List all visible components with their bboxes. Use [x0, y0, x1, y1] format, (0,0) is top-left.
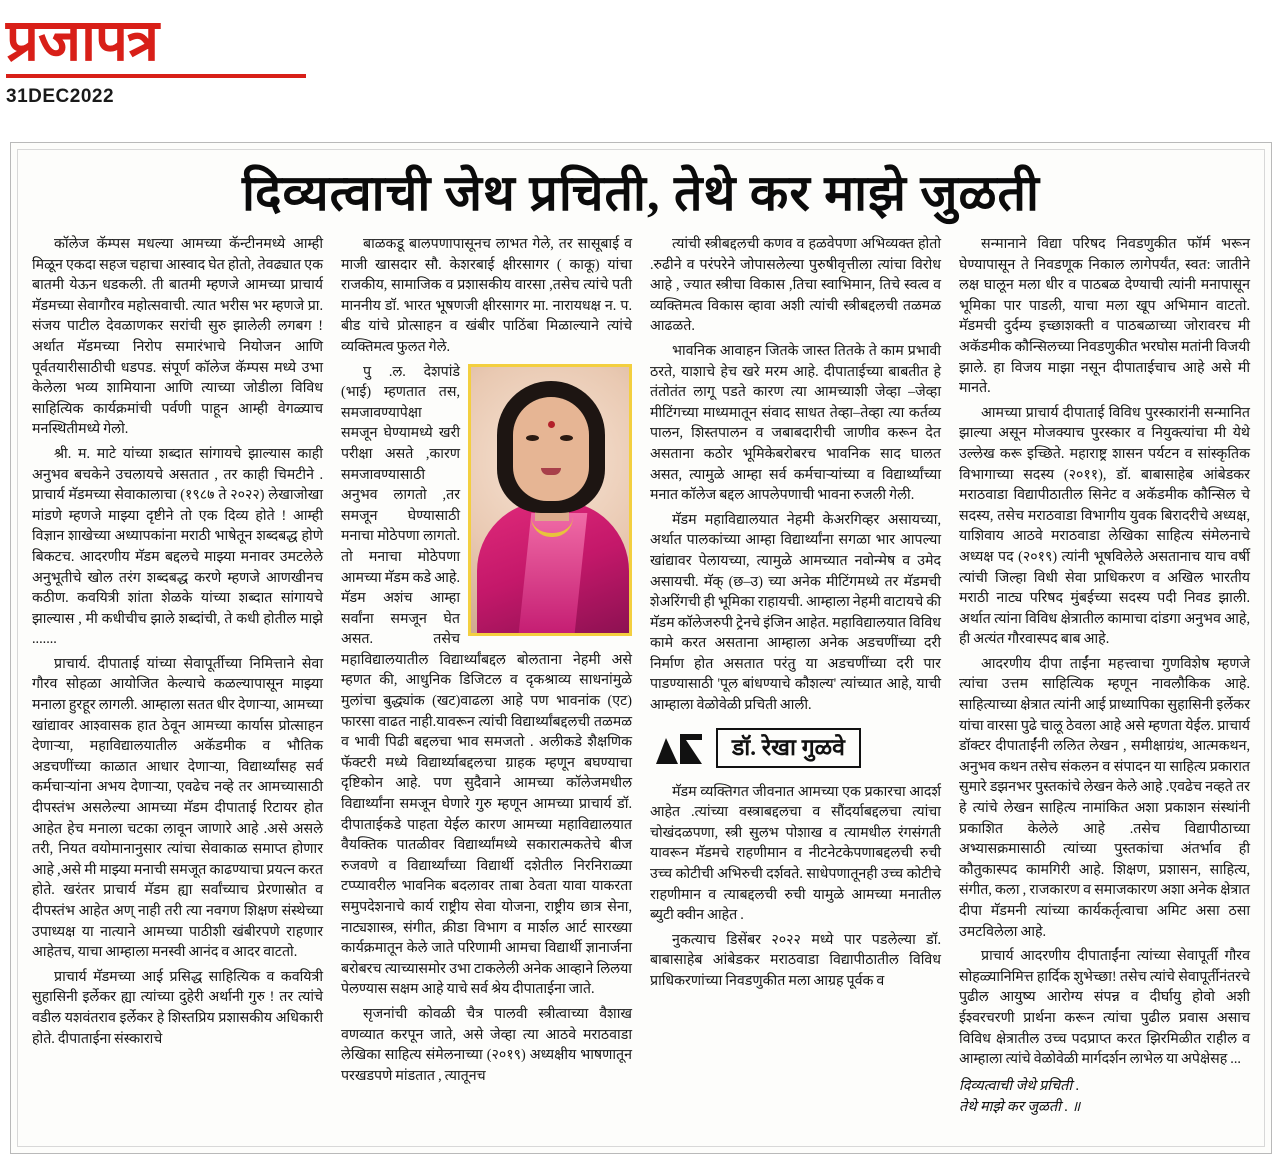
masthead — [6, 10, 336, 108]
author-byline-block — [650, 722, 941, 774]
portrait-mouth — [541, 468, 561, 475]
article-column-2 — [341, 234, 632, 1090]
closing-couplet — [959, 1076, 1250, 1118]
closing-line: दिव्यत्वाची जेथे प्रचिती . — [959, 1077, 1080, 1094]
article-column-4 — [959, 234, 1250, 1118]
author-portrait-photo — [468, 364, 632, 636]
paragraph: प्राचार्य. दीपाताई यांच्या सेवापूर्तीच्या निमित्ताने सेवा गौरव सोहळा आयोजित केल्याचे कळल्यापासून माझ्या मनाला हुरहूर लागली. आम्हाला सतत धीर देणाऱ्या, आमच्या खांद्यावर आश्वासक हात ठेवून आमच्या कार्यास प्रोत्साहन देणाऱ्या, महाविद्यालयातील अकॅडमीक व भौतिक अडचणींच्या काळात आधार देणाऱ्या, विद्यार्थ्यांसह सर्व कर्मचाऱ्यांना अभय देणाऱ्या, एवढेच नव्हे तर आमच्यासाठी दीपस्तंभ असलेल्या आमच्या मॅडम दीपाताई रिटायर होत आहेत हेच मनाला चटका लावून जाणारे आहे .असे असले तरी, नियत वयोमानानुसार त्यांचा सेवाकाळ समाप्त होणार आहे ,असे मी माझ्या मनाची समजूत काढण्याचा प्रयत्न करत होते. खरंतर प्राचार्य मॅडम ह्या सर्वांच्याच प्रेरणास्रोत व दीपस्तंभ आहेत अण् नाही तरी त्या नवगण शिक्षण संस्थेच्या उपाध्यक्ष या नात्याने आमच्या पाठीशी खंबीरपणे राहणार आहेतच, याचा आम्हाला मनस्वी आनंद व आदर वाटतो. — [32, 655, 323, 961]
paragraph: मॅडम व्यक्तिगत जीवनात आमच्या एक प्रकारचा आदर्श आहेत .त्यांच्या वस्त्राबद्दलचा व सौंदर्याबद्दलचा त्यांचा चोखंदळपणा, स्त्री सुलभ पोशाख व त्यामधील रंगसंगती यावरून मॅडमचे राहणीमान व नीटनेटकेपणाबद्दलची रुची उच्च कोटीची अभिरुची दर्शवते. साधेपणातूनही उच्च कोटीचे राहणीमान व त्याबद्दलची रुची यामुळे आमच्या मनातील ब्युटी क्वीन आहेत . — [650, 783, 941, 924]
publication-date: 31DEC2022 — [6, 86, 115, 107]
article-column-1 — [32, 234, 323, 1053]
paragraph: भावनिक आवाहन जितके जास्त तितके ते काम प्रभावी ठरते, याशाचे हेच खरे मरम आहे. दीपाताईच्या बाबतीत हे तंतोतंत लागू पडते कारण त्या आमच्याशी जेव्हा –जेव्हा मीटिंगच्या माध्यमातून संवाद साधत तेव्हा–तेव्हा त्या कर्तव्य पालन, शिस्तपालन व जबाबदारीची जाणीव करून देत असताना कठोर भूमिकेबरोबरच भावनिक साद घालत असत, त्यामुळे आम्हा सर्व कर्मचाऱ्यांच्या व विद्यार्थ्यांच्या मनात कॉलेज बद्दल आपलेपणाची भावना रुजली गेली. — [650, 342, 941, 504]
paragraph: नुकत्याच डिसेंबर २०२२ मध्ये पार पडलेल्या डॉ. बाबासाहेब आंबेडकर मराठवाडा विद्यापीठातील विविध प्राधिकरणांच्या निवडणुकीत मला आग्रह पूर्वक व — [650, 931, 941, 989]
closing-line: तेथे माझे कर जुळती . ॥ — [959, 1098, 1081, 1115]
portrait-bindi — [548, 421, 555, 428]
paragraph: सन्मानाने विद्या परिषद निवडणुकीत फॉर्म भरून घेण्यापासून ते निवडणूक निकाल लागेपर्यंत, स्वत: जातीने लक्ष घालून मला धीर व पाठबळ देण्याची त्यांनी मनापासून भूमिका पार पाडली, याचा मला खूप अभिमान वाटतो. मॅडमची दुर्दम्य इच्छाशक्ती व पाठबळाच्या जोरावरच मी अकॅडमीक कौन्सिलच्या निवडणुकीत भरघोस मतांनी विजयी झाले. हा विजय माझा नसून दीपाताईचाच आहे असे मी मानते. — [959, 236, 1250, 397]
author-name: डॉ. रेखा गुळवे — [716, 728, 861, 768]
article-columns — [32, 234, 1250, 1118]
article-page — [10, 142, 1272, 1154]
paragraph: पु .ल. देशपांडे (भाई) म्हणतात तस, समजावण्यापेक्षा समजून घेण्यामध्ये खरी परीक्षा असते ,कारण समजावण्यासाठी अनुभव लागतो ,तर समजून घेण्यासाठी मनाचा मोठेपणा लागतो. तो मनाचा मोठेपणा आमच्या मॅडम कडे आहे. मॅडम अशंच आम्हा सर्वांना समजून घेत असत. तसेच महाविद्यालयातील विद्यार्थ्यांबद्दल बोलताना नेहमी असे म्हणत की, आधुनिक डिजिटल व दृकश्राव्य साधनांमुळे मुलांचा बुद्ध्यांक (खट)वाढला आहे पण भावनांक (एट) फारसा वाढत नाही.यावरून त्यांची विद्यार्थ्यांबद्दलची तळमळ व भावी पिढी बद्दलचा भाव समजतो . अलीकडे शैक्षणिक फॅक्टरी मध्ये विद्यार्थ्याबद्दलचा ग्राहक म्हणून बघण्याचा दृष्टिकोन आहे. पण सुदैवाने आमच्या कॉलेजमधील विद्यार्थ्यांना समजून घेणारे गुरु म्हणून आमच्या प्राचार्य डॉ. दीपाताईकडे पाहता येईल कारण आमच्या महाविद्यालयात वैयक्तिक पातळीवर विद्यार्थ्यांमध्ये सकारात्मकतेचे बीज रुजवणे व विद्यार्थ्यांच्या विद्यार्थी दशेतील निरनिराळ्या टप्प्यावरील भावनिक बदलावर ताबा ठेवता यावा याकरता समुपदेशनाचे कार्य राष्ट्रीय सेवा योजना, राष्ट्रीय छात्र सेना, नाट्यशास्त्र, संगीत, क्रीडा विभाग व मार्शल आर्ट सारख्या कार्यक्रमातून केले जाते परिणामी आमचा विद्यार्थी ज्ञानार्जना बरोबरच त्याच्यासमोर उभा टाकलेली अनेक आव्हाने लिलया पेलण्यास सक्षम आहे याचे सर्व श्रेय दीपाताईना जाते. — [341, 363, 632, 998]
article-headline: दिव्यत्वाची जेथ प्रचिती, तेथे कर माझे जुळती — [242, 165, 1040, 221]
paragraph: त्यांची स्त्रीबद्दलची कणव व हळवेपणा अभिव्यक्त होतो .रुढीने व परंपरेने जोपासलेल्या पुरुषीवृत्तीला त्यांचा विरोध आहे , ज्यात स्त्रीचा विकास ,तिचा स्वाभिमान, तिचे स्वत्व व व्यक्तिमत्व विकास व्हावा अशी त्यांची स्त्रीबद्दलची तळमळ आढळते. — [650, 236, 941, 335]
paragraph: मॅडम महाविद्यालयात नेहमी केअरगिव्हर असायच्या, अर्थात पालकांच्या आम्हा विद्यार्थ्यांना सगळा भार आपल्या खांद्यावर पेलायच्या, त्यामुळे आमच्यात नवोन्मेष व उमेद असायची. मॅक् (छ–उ) च्या अनेक मीटिंगमध्ये तर मॅडमची शेअरिंगची ही भूमिका राहायची. आम्हाला नेहमी वाटायचे की मॅडम कॉलेजरुपी ट्रेनचे इंजिन आहेत. महाविद्यालयात विविध कामे करत असताना आम्हाला अनेक अडचणींच्या दरी निर्माण होत असतात परंतु या अडचणींच्या दरी पार पाडण्यासाठी 'पूल बांधण्याचे कौशल्य' त्यांच्यात आहे, याची आम्हाला वेळोवेळी प्रचिती आली. — [650, 511, 941, 714]
paragraph: कॉलेज कॅम्पस मधल्या आमच्या कॅन्टीनमध्ये आम्ही मिळून एकदा सहज चहाचा आस्वाद घेत होतो, तेवढ्यात एक बातमी येऊन धडकली. ती बातमी म्हणजे आमच्या प्राचार्य मॅडमच्या सेवागौरव महोत्सवाची. त्यात भरीस भर म्हणजे प्रा. संजय पाटील देवळाणकर सरांची सुरु झालेली लगबग ! अर्थात मॅडमच्या निरोप समारंभाचे नियोजन आणि पूर्वतयारीसाठीची धडपड. संपूर्ण कॉलेज कॅम्पस मध्ये उभा केलेला भव्य शामियाना आणि त्याच्या जोडीला विविध साहित्यिक कार्यक्रमांची पर्वणी पाहून आम्ही वेगळ्याच मनस्थितीमध्ये गेलो. — [32, 236, 323, 438]
newspaper-title: प्रजापत्र — [6, 8, 159, 73]
masthead-rule — [6, 74, 306, 78]
paragraph: प्राचार्य आदरणीय दीपाताईंना त्यांच्या सेवापूर्ती गौरव सोहळ्यानिमित्त हार्दिक शुभेच्छा! तसेच त्यांचे सेवापूर्तीनंतरचे पुढील आयुष्य आरोग्य संपन्न व दीर्घायु होवो अशी ईश्वरचरणी प्रार्थना करून त्यांचा पुढील प्रवास असाच विविध क्षेत्रातील उच्च पदप्राप्त करत झिरमिळीत राहील व आम्हाला त्यांचे वेळोवेळी मार्गदर्शन लाभेल या अपेक्षेसह ... — [959, 948, 1250, 1068]
paragraph: आदरणीय दीपा ताईंना महत्त्वाचा गुणविशेष म्हणजे त्यांचा उत्तम साहित्यिक म्हणून नावलौकिक आहे. साहित्याच्या क्षेत्रात त्यांनी आई प्राध्यापिका सुहासिनी इर्लेकर यांचा वारसा पुढे चालू ठेवला आहे असे म्हणता येईल. प्राचार्य डॉक्टर दीपाताईंनी ललित लेखन , समीक्षाग्रंथ, आत्मकथन, अनुभव कथन तसेच संकलन व संपादन या साहित्य प्रकारात सुमारे डझनभर पुस्तकांचे लेखन केले आहे .एवढेच नव्हते तर हे त्यांचे लेखन साहित्य नामांकित अशा प्रकाशन संस्थांनी प्रकाशित केलेले आहे .तसेच विद्यापीठाच्या अभ्यासक्रमासाठी त्यांच्या पुस्तकांचा अंतर्भाव ही कौतुकास्पद कामगिरी आहे. शिक्षण, प्रशासन, साहित्य, संगीत, कला , राजकारण व समाजकारण अशा अनेक क्षेत्रात दीपा मॅडमनी त्यांच्या कार्यकर्तृत्वाचा अमिट असा ठसा उमटविलेला आहे. — [959, 655, 1250, 940]
paragraph: बाळकडू बालपणापासूनच लाभत गेले, तर सासूबाई व माजी खासदार सौ. केशरबाई क्षीरसागर ( काकू) यांचा राजकीय, सामाजिक व प्रशासकीय वारसा ,तसेच त्यांचे पती माननीय डॉ. भारत भूषणजी क्षीरसागर मा. नारायधक्ष न. प. बीड यांचे प्रोत्साहन व खंबीर पाठिंबा मिळाल्याने त्यांचे व्यक्तिमत्व फुलत गेले. — [341, 236, 632, 355]
portrait-right-eye — [560, 435, 573, 441]
article-column-3 — [650, 234, 941, 996]
paragraph: श्री. म. माटे यांच्या शब्दात सांगायचे झाल्यास काही अनुभव बचकेने उचलायचे असतात , तर काही चिमटीने . प्राचार्य मॅडमच्या सेवाकालाचा (१९८७ ते २०२२) लेखाजोखा मांडणे म्हणजे माझ्या दृष्टीने तो एक दिव्य होते ! आम्ही विज्ञान शाखेच्या अध्यापकांना मराठी भाषेतून शब्दबद्ध होणे बिकटच. आदरणीय मॅडम बद्दलचे माझ्या मनावर उमटलेले अनुभूतीचे खोल तरंग शब्दबद्ध करणे म्हणजे आणखीनच कठीण. कवयित्री शांता शेळके यांच्या शब्दात सांगायचे झाल्यास , मी कधीचीच झाले शब्दांची, ते कधी होतील माझे ....... — [32, 445, 323, 648]
paragraph: प्राचार्य मॅडमच्या आई प्रसिद्ध साहित्यिक व कवयित्री सुहासिनी इर्लेकर ह्या त्यांच्या दुहेरी अर्थानी गुरु ! तर त्यांचे वडील यशवंतराव इर्लेकर हे शिस्तप्रिय प्रशासकीय अधिकारी होते. दीपाताईना संस्काराचे — [32, 968, 323, 1047]
article-page-inner — [17, 149, 1265, 1147]
paragraph: सृजनांची कोवळी चैत्र पालवी स्त्रीत्वाच्या वैशाख वणव्यात करपून जाते, असे जेव्हा त्या आठवे मराठवाडा लेखिका साहित्य संमेलनाच्या (२०१९) अध्यक्षीय भाषणातून परखडपणे मांडतात , त्यातूनच — [341, 1005, 632, 1084]
paragraph: आमच्या प्राचार्य दीपाताई विविध पुरस्कारांनी सन्मानित झाल्या असून मोजक्याच पुरस्कार व नियुक्त्यांचा मी येथे उल्लेख करू इच्छिते. महाराष्ट्र शासन पर्यटन व सांस्कृतिक विभागाच्या सदस्य (२०११), डॉ. बाबासाहेब आंबेडकर मराठवाडा विद्यापीठातील सिनेट व अकॅडमीक कौन्सिल चे सदस्य, तसेच मराठवाडा विभागीय युवक बिरादरीचे अध्यक्ष, याशिवाय आठवे मराठवाडा लेखिका साहित्य संमेलनाचे अध्यक्ष पद (२०१९) त्यांनी भूषविलेले असतानाच याच वर्षी त्यांची जिल्हा विधी सेवा प्राधिकरण व अखिल भारतीय मराठी नाट्य परिषद मुंबईच्या सदस्य पदी निवड झाली. अर्थात त्यांना विविध क्षेत्रातील कामाचा दांडगा अनुभव आहे, ही अत्यंत गौरवास्पद बाब आहे. — [959, 404, 1250, 648]
portrait-left-eye — [526, 435, 539, 441]
portrait-face — [513, 397, 589, 501]
publisher-logo-icon — [652, 726, 706, 770]
